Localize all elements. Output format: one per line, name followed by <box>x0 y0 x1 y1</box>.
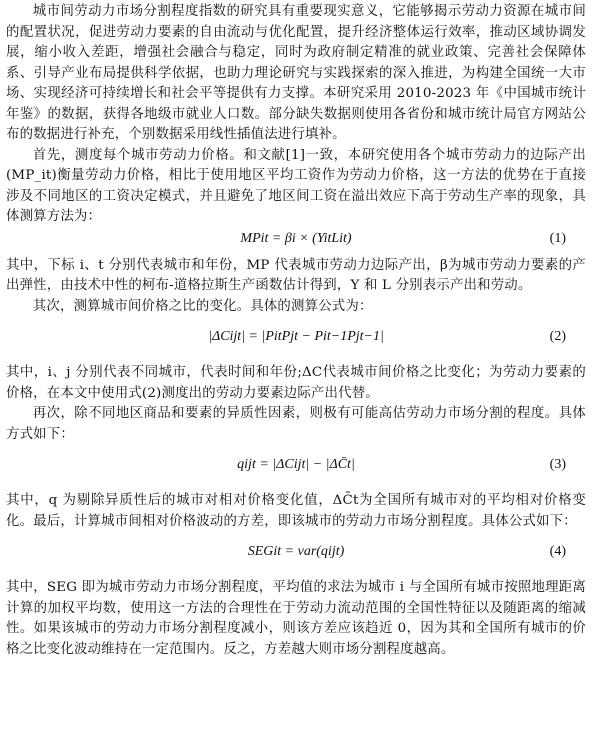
equation-1-number: (1) <box>549 230 566 246</box>
equation-3 <box>6 453 586 483</box>
paragraph-step1: 首先，测度每个城市劳动力价格。和文献[1]一致，本研究使用各个城市劳动力的边际产出 (MP_it)衡量劳动力价格，相比于使用地区平均工资作为劳动力价格，这一方法的优势在于直接涉及不同地区的工资决定模式，并且避免了地区间工资在溢出效应下高于劳动生产率的现象，具体测算方法为： <box>6 147 586 224</box>
equation-1-expr: MPit = βi × (YitLit) <box>240 230 352 246</box>
equation-2-expr: |ΔCijt| = |PitPjt − Pit−1Pjt−1| <box>208 329 384 344</box>
equation-3-expr: qijt = |ΔCijt| − |ΔC̄t| <box>237 457 355 472</box>
equation-2-number: (2) <box>549 329 566 344</box>
paragraph-eq3-explain: 其中，q 为剔除异质性后的城市对相对价格变化值，ΔC̄t为全国所有城市对的平均相对价格变化。最后，计算城市间相对价格波动的方差，即该城市的劳动力市场分割程度。具体公式如下： <box>6 493 586 529</box>
paragraph-step2: 其次，测算城市间价格之比的变化。具体的测算公式为： <box>32 298 373 314</box>
equation-1 <box>6 231 586 253</box>
paragraph-eq1-explain: 其中，下标 i、t 分别代表城市和年份，MP 代表城市劳动力边际产出，β为城市劳动力要素的产出弹性，由技术中性的柯布-道格拉斯生产函数估计得到，Y 和 L 分别表示产出和劳动。 <box>6 257 586 293</box>
equation-4 <box>6 540 586 570</box>
paragraph-intro: 城市间劳动力市场分割程度指数的研究具有重要现实意义，它能够揭示劳动力资源在城市间的配置状况，促进劳动力要素的自由流动与优化配置，提升经济整体运行效率，推动区域协调发展，缩小收入差距，增强社会融合与稳定，同时为政府制定精准的就业政策、完善社会保障体系、引导产业布局提供科学依据，也助力理论研究与实践探索的深入推进，为构建全国统一大市场、实现经济可持续增长和社会平等提供有力支撑。本研究采用 2010-2023 年《中国城市统计年鉴》的数据，获得各地级市就业人口数。部分缺失数据则使用各省份和城市统计局官方网站公布的数据进行补充，个别数据采用线性插值法进行填补。 <box>6 4 586 142</box>
paragraph-step3: 再次，除不同地区商品和要素的异质性因素，则极有可能高估劳动力市场分割的程度。具体方式如下： <box>6 406 586 442</box>
equation-4-expr: SEGit = var(qijt) <box>247 544 345 559</box>
paragraph-eq4-explain: 其中，SEG 即为城市劳动力市场分割程度，平均值的求法为城市 i 与全国所有城市按照地理距离计算的加权平均数，使用这一方法的合理性在于劳动力流动范围的全国性特征以及随距离的缩减性。如果该城市的劳动力市场分割程度减小，则该方差应该趋近 0，因为其和全国所有城市的价格之比变化波动维持在一定范围内。反之，方差越大则市场分割程度越高。 <box>6 580 586 657</box>
paragraph-eq2-explain: 其中，i、j 分别代表不同城市，代表时间和年份;ΔC代表城市间价格之比变化；为劳动力要素的价格，在本文中使用式(2)测度出的劳动力要素边际产出代替。 <box>6 365 586 401</box>
equation-2 <box>6 325 586 355</box>
equation-3-number: (3) <box>549 457 566 472</box>
equation-4-number: (4) <box>549 544 566 559</box>
